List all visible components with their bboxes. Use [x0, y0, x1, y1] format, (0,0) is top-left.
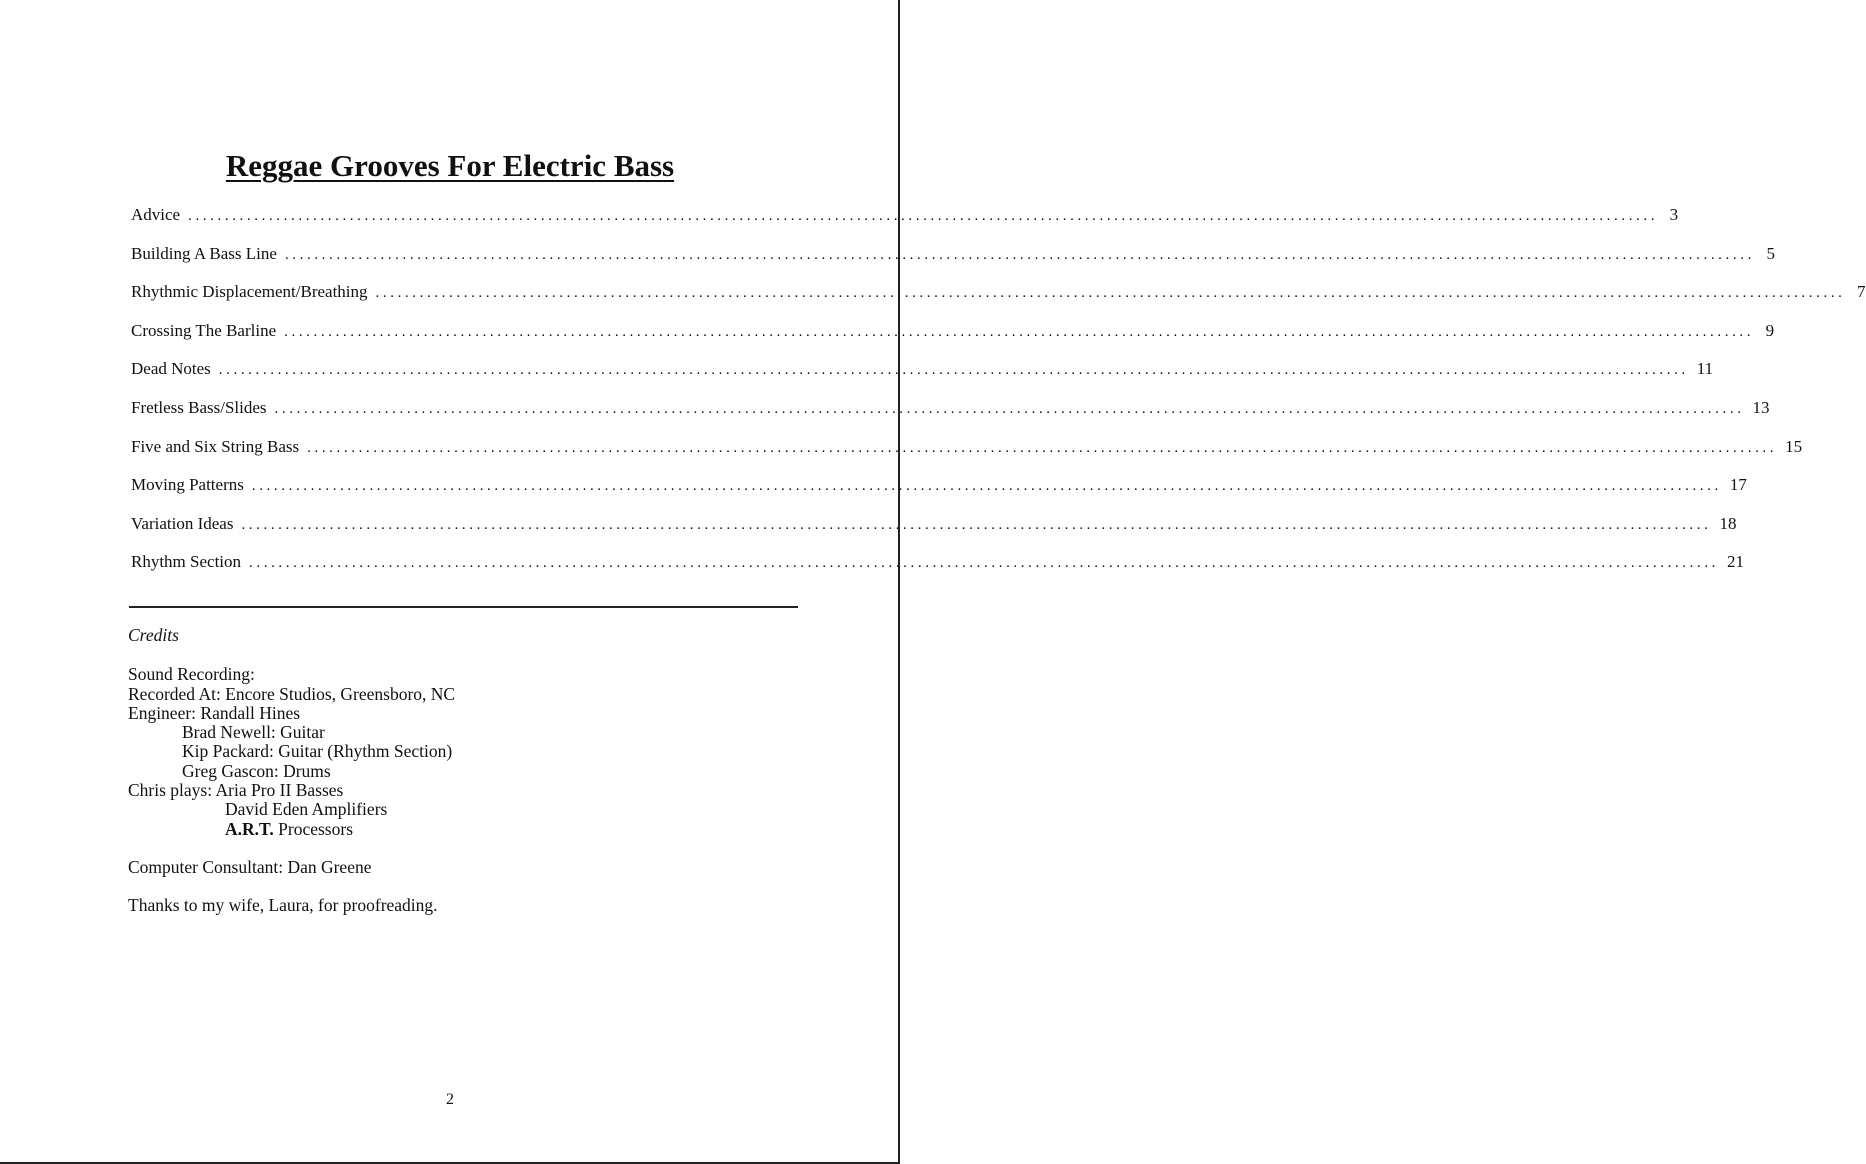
thanks-line: Thanks to my wife, Laura, for proofreading. — [128, 895, 438, 916]
toc-entry — [131, 203, 1679, 242]
toc-leader-dots: ........................................................................................................................................................................................................ — [251, 478, 1722, 495]
toc-leader-dots: ........................................................................................................................................................................................................ — [188, 208, 1659, 224]
spacer — [128, 877, 455, 896]
toc-entry — [131, 319, 1775, 358]
page-title — [0, 146, 900, 186]
toc-leader-dots: ........................................................................................................................................................................................................ — [307, 439, 1778, 456]
toc-entry — [131, 396, 1770, 435]
table-of-contents — [131, 203, 1866, 589]
spacer — [128, 839, 455, 858]
toc-entry — [131, 242, 1775, 281]
toc-entry-label: Crossing The Barline — [131, 320, 277, 340]
toc-entry-label: Advice — [131, 205, 181, 224]
musician-line: Greg Gascon: Drums — [182, 760, 331, 781]
toc-entry-page: 11 — [1696, 359, 1714, 379]
toc-entry-label: Five and Six String Bass — [131, 436, 300, 456]
processors-text: Processors — [273, 818, 354, 839]
toc-entry-label: Dead Notes — [131, 359, 211, 379]
toc-entry-page: 17 — [1729, 475, 1747, 495]
engineer-line: Engineer: Randall Hines — [128, 702, 301, 723]
toc-entry-label: Rhythm Section — [131, 552, 242, 572]
chris-plays-line: Chris plays: Aria Pro II Basses — [128, 780, 344, 801]
art-brand: A.R.T. — [225, 818, 274, 839]
musician-line: Brad Newell: Guitar — [182, 722, 325, 743]
toc-leader-dots: ........................................................................................................................................................................................................ — [241, 516, 1712, 533]
toc-entry — [131, 357, 1714, 396]
gear-line-processors — [128, 820, 455, 839]
toc-entry-page: 9 — [1765, 320, 1775, 340]
toc-entry — [131, 435, 1803, 474]
gear-line: David Eden Amplifiers — [225, 799, 388, 820]
sound-recording-label: Sound Recording: — [128, 664, 255, 685]
toc-entry — [131, 473, 1747, 512]
toc-leader-dots: ........................................................................................................................................................................................................ — [284, 323, 1755, 340]
toc-entry — [131, 280, 1866, 319]
toc-entry — [131, 512, 1737, 551]
toc-entry-label: Variation Ideas — [131, 513, 234, 533]
page-number: 2 — [446, 1091, 454, 1108]
musician-line: Kip Packard: Guitar (Rhythm Section) — [182, 741, 453, 762]
toc-leader-dots: ........................................................................................................................................................................................................ — [249, 555, 1720, 572]
toc-leader-dots: ........................................................................................................................................................................................................ — [218, 362, 1689, 379]
recorded-at-line: Recorded At: Encore Studios, Greensboro, NC — [128, 683, 456, 704]
computer-consultant-line: Computer Consultant: Dan Greene — [128, 856, 372, 877]
toc-entry-label: Moving Patterns — [131, 475, 244, 495]
credits-heading: Credits — [128, 625, 179, 645]
toc-leader-dots: ........................................................................................................................................................................................................ — [284, 246, 1755, 263]
toc-entry — [131, 550, 1745, 589]
page-title-text: Reggae Grooves For Electric Bass — [225, 148, 675, 183]
toc-entry-page: 15 — [1785, 436, 1803, 456]
toc-entry-label: Fretless Bass/Slides — [131, 397, 267, 417]
toc-entry-page: 3 — [1669, 205, 1679, 224]
toc-leader-dots: ........................................................................................................................................................................................................ — [274, 400, 1745, 417]
toc-entry-page: 21 — [1727, 552, 1745, 572]
toc-entry-page: 18 — [1719, 513, 1737, 533]
toc-leader-dots: ........................................................................................................................................................................................................ — [375, 285, 1846, 302]
toc-entry-page: 7 — [1857, 282, 1866, 302]
toc-entry-page: 5 — [1766, 243, 1775, 263]
credits-section — [128, 626, 455, 916]
toc-entry-page: 13 — [1752, 397, 1770, 417]
section-divider — [129, 606, 798, 608]
toc-entry-label: Building A Bass Line — [131, 243, 277, 263]
toc-entry-label: Rhythmic Displacement/Breathing — [131, 282, 368, 302]
